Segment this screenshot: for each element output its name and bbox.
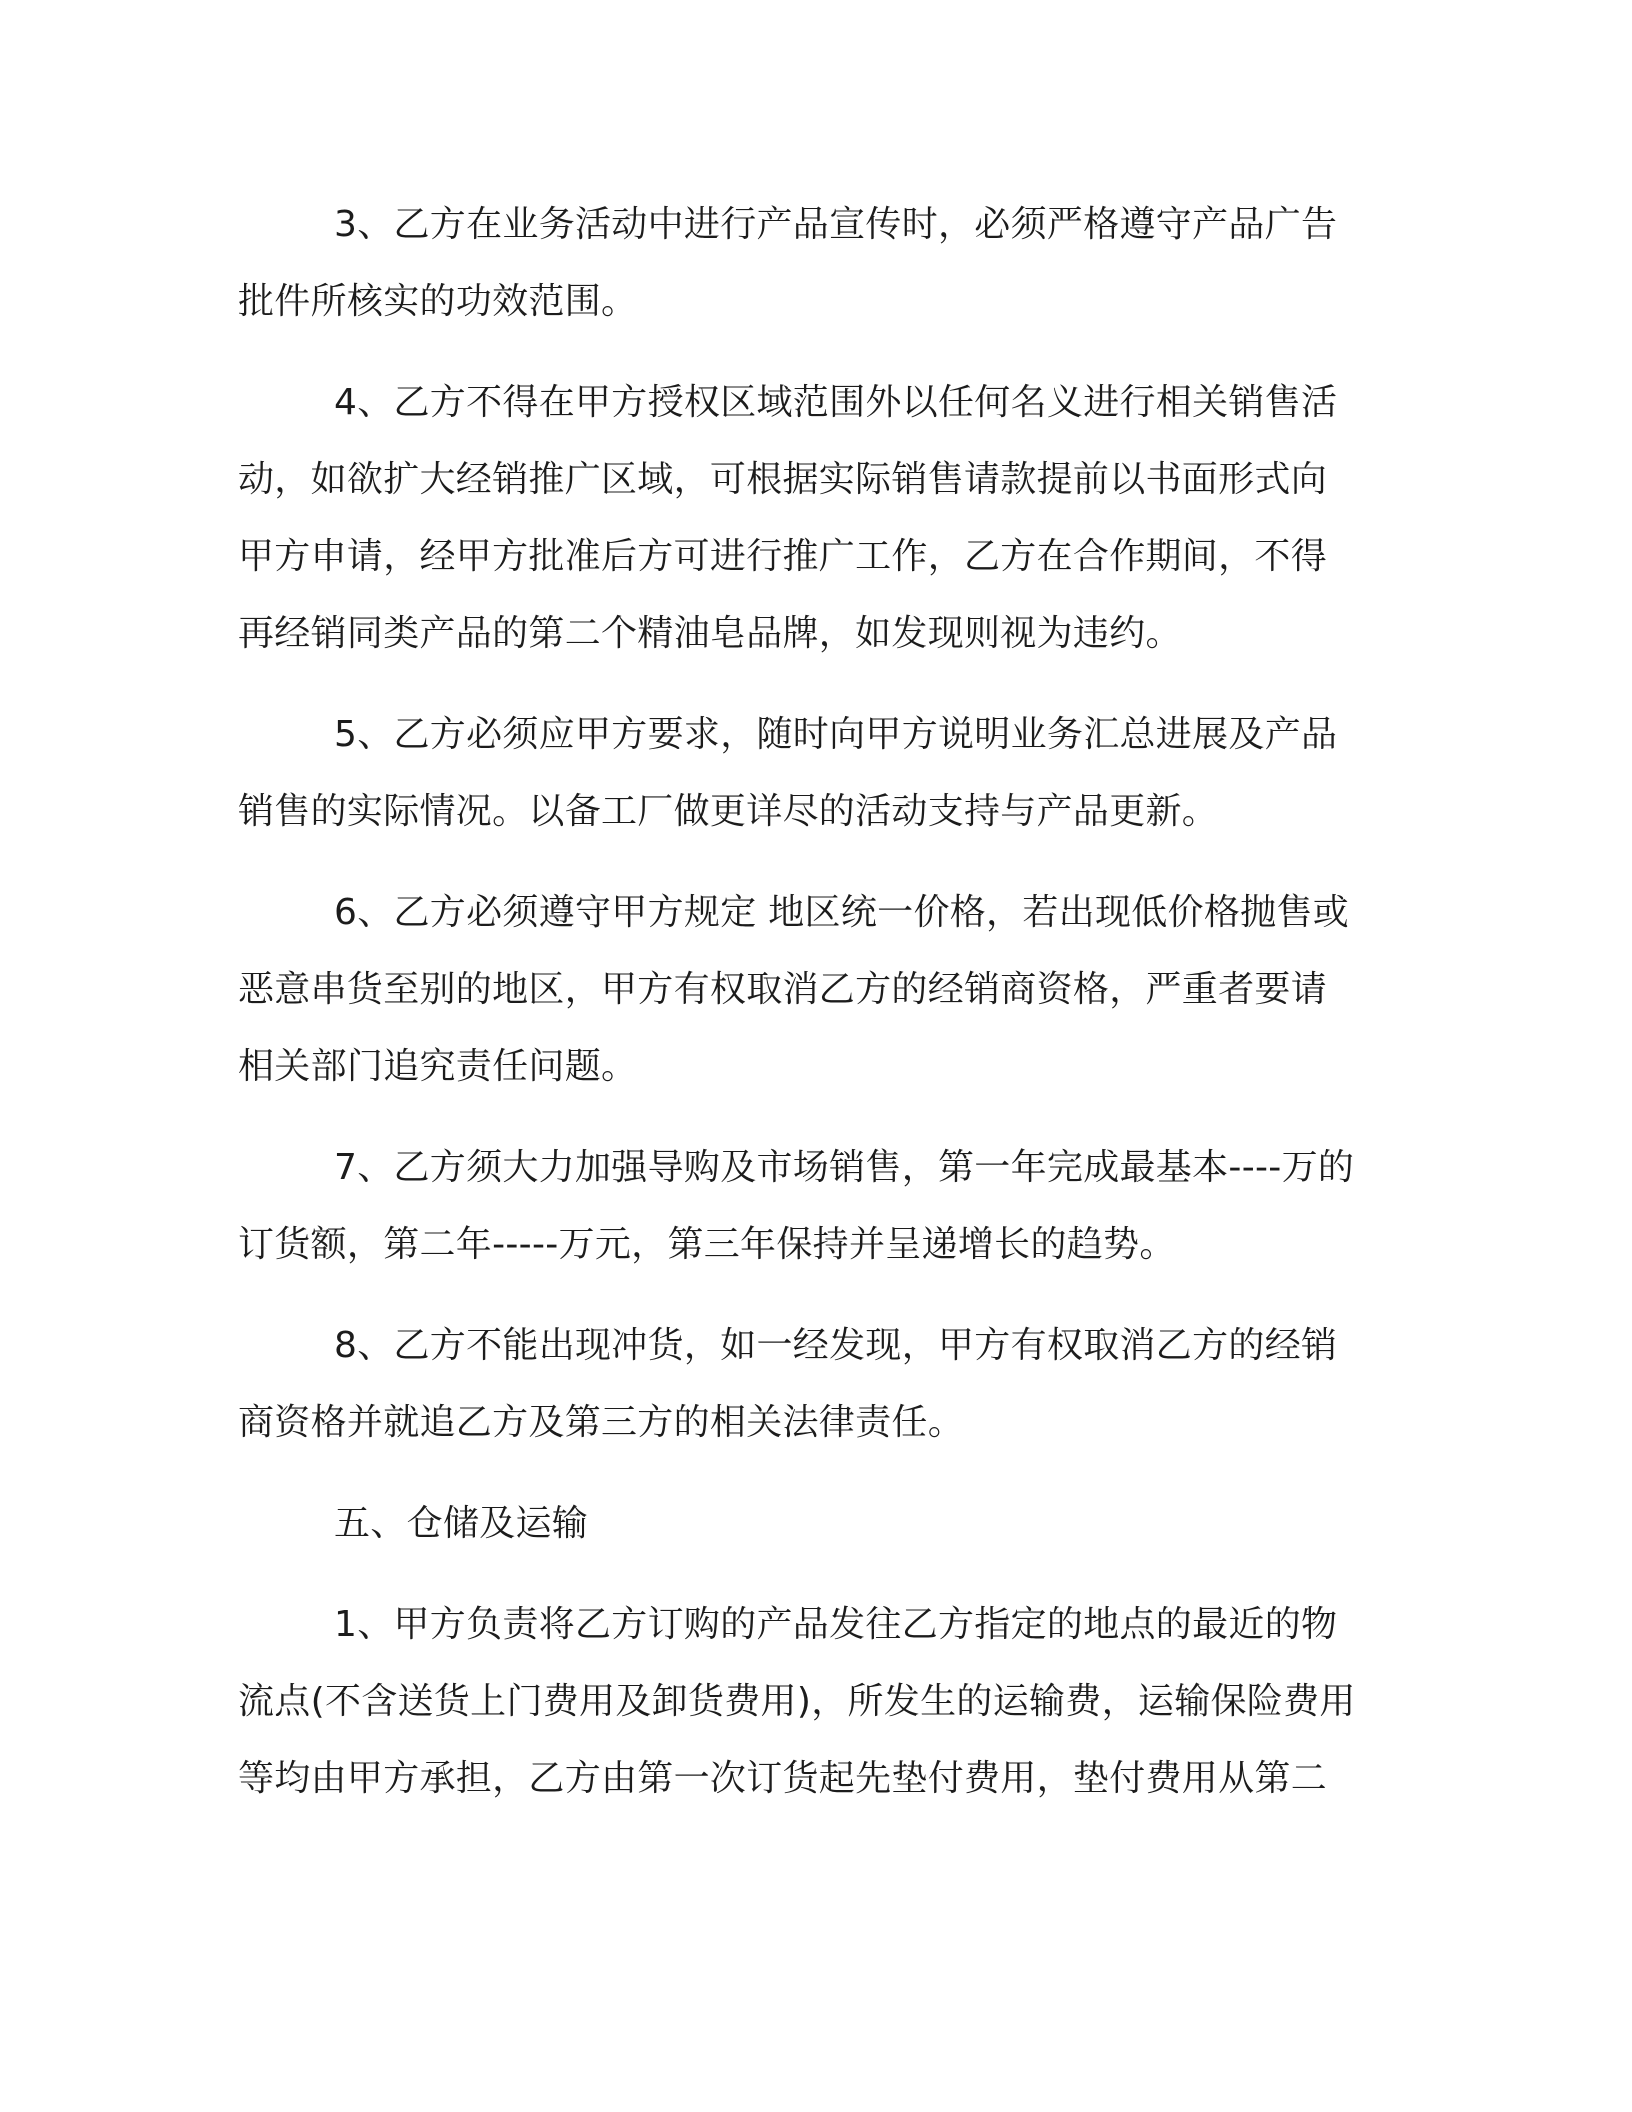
paragraph-line: 8、乙方不能出现冲货，如一经发现，甲方有权取消乙方的经销 bbox=[334, 1325, 1338, 1366]
paragraph-line: 恶意串货至别的地区，甲方有权取消乙方的经销商资格，严重者要请 bbox=[238, 969, 1328, 1010]
paragraph-line: 批件所核实的功效范围。 bbox=[238, 281, 638, 322]
paragraph-7 bbox=[238, 1129, 1388, 1283]
paragraph-line: 销售的实际情况。以备工厂做更详尽的活动支持与产品更新。 bbox=[238, 791, 1219, 832]
paragraph-line: 再经销同类产品的第二个精油皂品牌，如发现则视为违约。 bbox=[238, 613, 1182, 654]
paragraph-line: 订货额，第二年-----万元，第三年保持并呈递增长的趋势。 bbox=[238, 1224, 1176, 1265]
paragraph-6 bbox=[238, 874, 1388, 1105]
paragraph-line: 等均由甲方承担，乙方由第一次订货起先垫付费用，垫付费用从第二 bbox=[238, 1758, 1328, 1799]
paragraph-line: 6、乙方必须遵守甲方规定 地区统一价格，若出现低价格抛售或 bbox=[334, 892, 1350, 933]
section-heading: 五、仓储及运输 bbox=[334, 1503, 589, 1544]
paragraph-line: 1、甲方负责将乙方订购的产品发往乙方指定的地点的最近的物 bbox=[334, 1604, 1338, 1645]
paragraph-line: 流点(不含送货上门费用及卸货费用)，所发生的运输费，运输保险费用 bbox=[238, 1681, 1356, 1722]
paragraph-4 bbox=[238, 364, 1388, 672]
paragraph-line: 3、乙方在业务活动中进行产品宣传时，必须严格遵守产品广告 bbox=[334, 204, 1338, 245]
paragraph-line: 5、乙方必须应甲方要求，随时向甲方说明业务汇总进展及产品 bbox=[334, 714, 1338, 755]
paragraph-5-1 bbox=[238, 1586, 1388, 1817]
paragraph-3 bbox=[238, 186, 1388, 340]
section-heading-storage-transport bbox=[238, 1485, 1388, 1562]
paragraph-5 bbox=[238, 696, 1388, 850]
paragraph-line: 4、乙方不得在甲方授权区域范围外以任何名义进行相关销售活 bbox=[334, 382, 1338, 423]
paragraph-line: 甲方申请，经甲方批准后方可进行推广工作，乙方在合作期间，不得 bbox=[238, 536, 1328, 577]
paragraph-line: 商资格并就追乙方及第三方的相关法律责任。 bbox=[238, 1402, 965, 1443]
paragraph-line: 动，如欲扩大经销推广区域，可根据实际销售请款提前以书面形式向 bbox=[238, 459, 1328, 500]
paragraph-8 bbox=[238, 1307, 1388, 1461]
paragraph-line: 相关部门追究责任问题。 bbox=[238, 1046, 638, 1087]
paragraph-line: 7、乙方须大力加强导购及市场销售，第一年完成最基本----万的 bbox=[334, 1147, 1355, 1188]
document-body bbox=[238, 186, 1388, 1817]
